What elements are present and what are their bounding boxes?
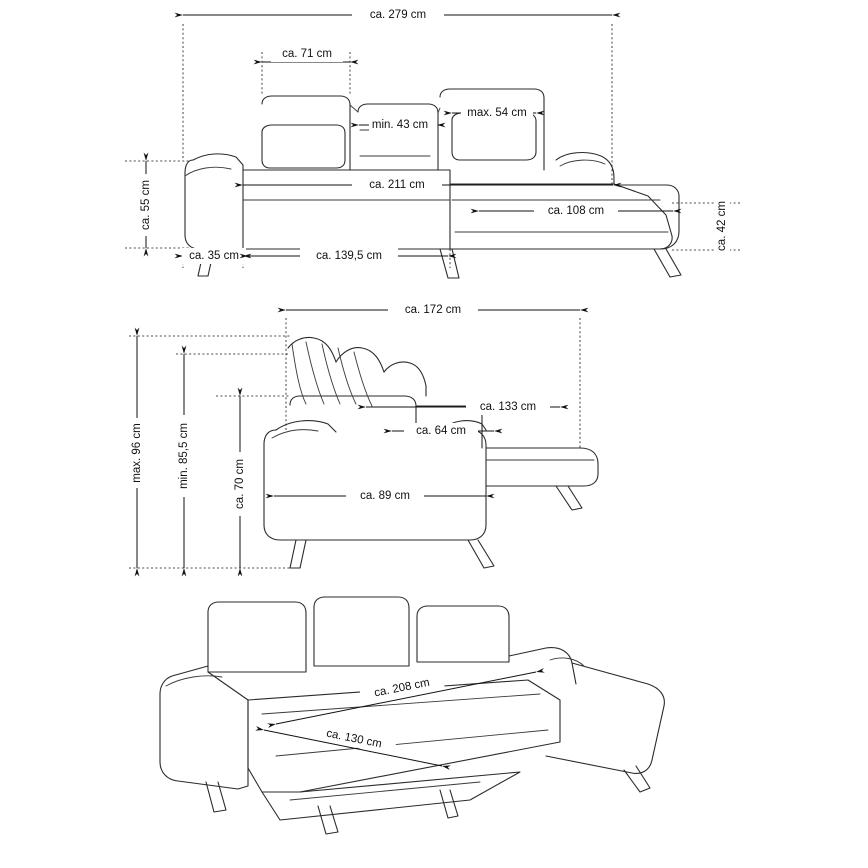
dim-backrest-height: ca. 70 cm bbox=[234, 459, 247, 509]
dim-seat-width-main: ca. 139,5 cm bbox=[316, 250, 382, 263]
dim-body-depth: ca. 89 cm bbox=[360, 490, 410, 503]
dim-backrest-min: min. 43 cm bbox=[371, 119, 429, 132]
dim-seat-width-total: ca. 211 cm bbox=[369, 179, 425, 192]
dim-chaise-width: ca. 108 cm bbox=[547, 205, 605, 218]
dim-max-height: max. 96 cm bbox=[131, 423, 144, 483]
dim-chaise-depth: ca. 133 cm bbox=[479, 401, 537, 414]
dim-backrest-max: max. 54 cm bbox=[467, 107, 527, 120]
front-view-drawing bbox=[125, 7, 742, 278]
dim-bed-length: ca. 208 cm bbox=[373, 676, 431, 700]
dim-bed-width: ca. 130 cm bbox=[325, 727, 383, 751]
dim-total-width: ca. 279 cm bbox=[369, 9, 427, 22]
dim-armrest-width: ca. 35 cm bbox=[189, 250, 239, 263]
dim-seat-height: ca. 42 cm bbox=[716, 201, 729, 251]
dim-min-height: min. 85,5 cm bbox=[178, 423, 191, 489]
dim-headrest-width: ca. 71 cm bbox=[282, 48, 332, 61]
dim-seat-depth: ca. 64 cm bbox=[416, 425, 466, 438]
side-view-drawing bbox=[129, 302, 598, 568]
bed-view-drawing bbox=[160, 597, 664, 834]
dim-armrest-height: ca. 55 cm bbox=[140, 180, 153, 230]
dim-total-depth: ca. 172 cm bbox=[404, 304, 462, 317]
